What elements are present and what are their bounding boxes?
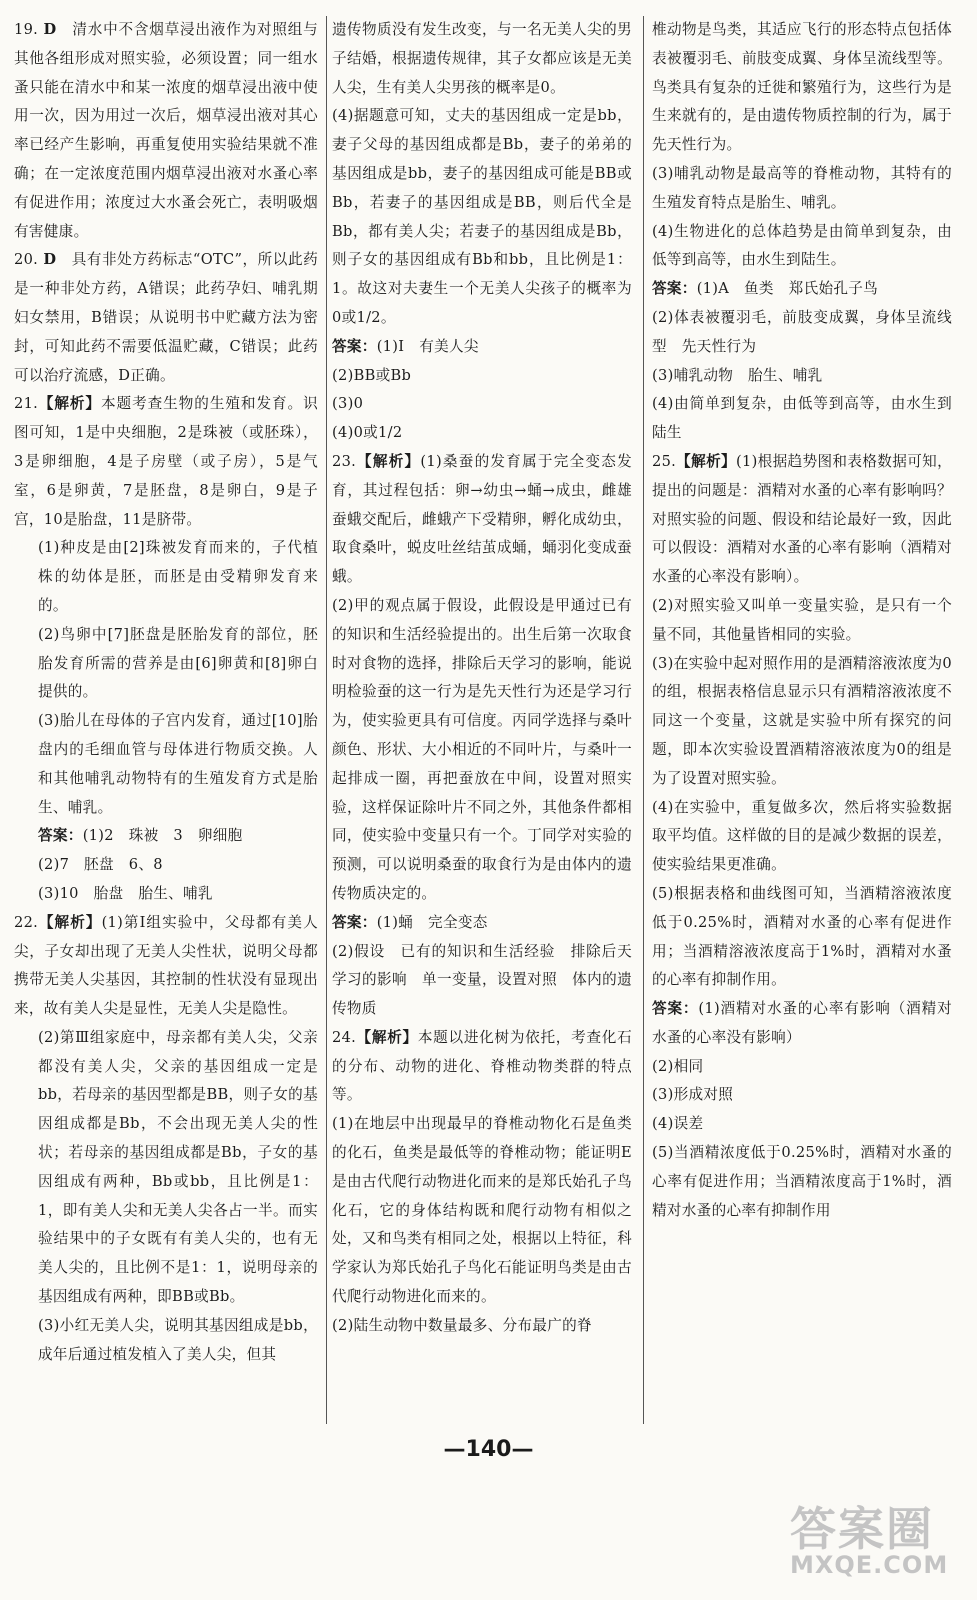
question-25 [652, 448, 952, 1226]
analysis-tag: 【解析】 [676, 452, 736, 470]
analysis-tag: 【解析】 [38, 913, 102, 931]
answer-letter: D [43, 251, 57, 269]
analysis-paragraph: (2)鸟卵中[7]胚盘是胚胎发育的部位，胚胎发育所需的营养是由[6]卵黄和[8]卵白提供的。 [38, 625, 318, 701]
answer-block [652, 995, 952, 1053]
answer-line: (2)7 胚盘 6、8 [38, 856, 163, 874]
question-number: 20. [14, 251, 39, 269]
question-number: 23. [332, 452, 357, 470]
watermark-sub: MXQE.COM [790, 1551, 949, 1579]
watermark-logo [780, 1493, 955, 1588]
answer-block [652, 275, 952, 304]
answer-label: 答案： [332, 337, 377, 355]
question-20 [14, 246, 318, 390]
question-number: 19. [14, 21, 39, 38]
analysis-paragraph: (2)甲的观点属于假设，此假设是甲通过已有的知识和生活经验提出的。出生后第一次取食时对食物的选择，排除后天学习的影响，能说明检验蚕的这一行为是先天性行为还是学习行为，使实验更具有可信度。丙同学选择与桑叶颜色、形状、大小相近的不同叶片，与桑叶一起排成一圈，再把蚕放在中间，设置对照实验，这样保证除叶片不同之外，其他条件都相同，使实验中变量只有一个。丁同学对实验的预测，可以说明桑蚕的取食行为是由体内的遗传物质决定的。 [332, 596, 632, 902]
column-3 [652, 16, 952, 1225]
analysis-paragraph: 椎动物是鸟类，其适应飞行的形态特点包括体表被覆羽毛、前肢变成翼、身体呈流线型等。鸟类具有复杂的迁徙和繁殖行为，这些行为是生来就有的，是由遗传物质控制的行为，属于先天性行为。 [652, 21, 952, 154]
answer-line: (1)酒精对水蚤的心率有影响（酒精对水蚤的心率没有影响） [652, 1000, 952, 1046]
analysis-paragraph: (2)第Ⅲ组家庭中，母亲都有美人尖，父亲都没有美人尖，父亲的基因组成一定是bb，若母亲的基因型都是BB，则子女的基因组成都是Bb，不会出现无美人尖的性状；若母亲的基因组成都是Bb，子女的基因组成有两种，Bb或bb，且比例是1：1，即有美人尖和无美人尖各占一半。而实验结果中的子女既有有美人尖的，也有无美人尖的，且比例不是1：1，说明母亲的基因组成有两种，即BB或Bb。 [38, 1028, 318, 1306]
answer-label: 答案： [332, 913, 377, 931]
analysis-tag: 【解析】 [356, 1028, 418, 1046]
answer-line: (3)形成对照 [652, 1086, 734, 1104]
answer-line: (3)0 [332, 395, 364, 413]
answer-line: (2)体表被覆羽毛，前肢变成翼，身体呈流线型 先天性行为 [652, 308, 952, 355]
analysis-intro: 本题以进化树为依托，考查化石的分布、动物的进化、脊椎动物类群的特点等。 [332, 1028, 633, 1104]
answer-label: 答案： [652, 1000, 699, 1018]
analysis-tag: 【解析】 [356, 452, 421, 470]
question-number: 25. [652, 452, 677, 470]
analysis-paragraph: (3)在实验中起对照作用的是酒精溶液浓度为0的组，根据表格信息显示只有酒精溶液浓度不同这一个变量，这就是实验中所有探究的问题，即本次实验设置酒精溶液浓度为0的组是为了设置对照实验。 [652, 654, 952, 787]
question-24 [332, 1024, 632, 1341]
column-divider-1 [326, 16, 327, 1424]
watermark-main: 答案圈 [790, 1502, 934, 1556]
answer-label: 答案： [652, 280, 697, 298]
question-number: 24. [332, 1028, 357, 1046]
question-22 [14, 909, 318, 1370]
question-number: 21. [14, 395, 39, 413]
answer-line: (1)2 珠被 3 卵细胞 [82, 827, 243, 845]
answer-line: (4)0或1/2 [332, 424, 403, 442]
analysis-paragraph: (4)生物进化的总体趋势是由简单到复杂，由低等到高等，由水生到陆生。 [652, 222, 952, 269]
analysis-paragraph: 遗传物质没有发生改变，与一名无美人尖的男子结婚，根据遗传规律，其子女都应该是无美人尖，生有美人尖男孩的概率是0。 [332, 21, 632, 96]
analysis-paragraph: (1)桑蚕的发育属于完全变态发育，其过程包括：卵→幼虫→蛹→成虫，雌雄蚕蛾交配后，雌蛾产下受精卵，孵化成幼虫，取食桑叶，蜕皮吐丝结茧成蛹，蛹羽化变成蚕蛾。 [332, 452, 632, 586]
answer-line: (4)误差 [652, 1115, 704, 1133]
analysis-paragraph: (4)在实验中，重复做多次，然后将实验数据取平均值。这样做的目的是减少数据的误差，使实验结果更准确。 [652, 798, 952, 874]
answer-line: (1)A 鱼类 郑氏始孔子鸟 [696, 280, 879, 298]
answer-block [14, 822, 318, 851]
page-number: —140— [443, 1437, 534, 1462]
analysis-paragraph: (2)对照实验又叫单一变量实验，是只有一个量不同，其他量皆相同的实验。 [652, 596, 952, 643]
answer-line: (5)当酒精浓度低于0.25%时，酒精对水蚤的心率有促进作用；当酒精浓度高于1%时，酒精对水蚤的心率有抑制作用 [652, 1144, 952, 1219]
answer-line: (3)10 胎盘 胎生、哺乳 [38, 884, 213, 902]
answer-line: (2)BB或Bb [332, 366, 412, 384]
question-19 [14, 16, 318, 246]
answer-letter: D [43, 21, 57, 38]
analysis-intro: 本题考查生物的生殖和发育。识图可知，1是中央细胞，2是珠被（或胚珠），3是卵细胞，4是子房壁（或子房），5是气室，6是卵黄，7是胚盘，8是卵白，9是子宫，10是胎盘，11是脐带。 [14, 395, 319, 528]
answer-line: (4)由简单到复杂，由低等到高等，由水生到陆生 [652, 395, 952, 442]
explanation-text: 清水中不含烟草浸出液作为对照组与其他各组形成对照实验，必须设置；同一组水蚤只能在清水中和某一浓度的烟草浸出液中使用一次，因为用过一次后，烟草浸出液对其心率已经产生影响，再重复使用实验结果就不准确；在一定浓度范围内烟草浸出液对水蚤心率有促进作用；浓度过大水蚤会死亡，表明吸烟有害健康。 [14, 21, 318, 240]
explanation-text: 具有非处方药标志“OTC”，所以此药是一种非处方药，A错误；此药孕妇、哺乳期妇女禁用，B错误；从说明书中贮藏方法为密封，可知此药不需要低温贮藏，C错误；此药可以治疗流感，D正确。 [14, 251, 318, 384]
answer-line: (3)哺乳动物 胎生、哺乳 [652, 366, 823, 384]
answer-label: 答案： [38, 827, 83, 845]
column-1 [14, 16, 318, 1369]
analysis-paragraph: (1)在地层中出现最早的脊椎动物化石是鱼类的化石，鱼类是最低等的脊椎动物；能证明E是由古代爬行动物进化而来的是郑氏始孔子鸟化石，它的身体结构既和爬行动物有相似之处，又和鸟类有相同之处，根据以上特征，科学家认为郑氏始孔子鸟化石能证明鸟类是由古代爬行动物进化而来的。 [332, 1115, 632, 1306]
analysis-paragraph: (1)第Ⅰ组实验中，父母都有美人尖，子女却出现了无美人尖性状，说明父母都携带无美人尖基因，其控制的性状没有显现出来，故有美人尖是显性，无美人尖是隐性。 [14, 913, 318, 1018]
analysis-tag: 【解析】 [38, 395, 101, 413]
analysis-paragraph: (5)根据表格和曲线图可知，当酒精溶液浓度低于0.25%时，酒精对水蚤的心率有促进作用；当酒精溶液浓度高于1%时，酒精对水蚤的心率有抑制作用。 [652, 884, 952, 989]
analysis-paragraph: (2)陆生动物中数量最多、分布最广的脊 [332, 1316, 592, 1334]
answer-block [332, 909, 632, 938]
answer-line: (2)假设 已有的知识和生活经验 排除后天学习的影响 单一变量，设置对照 体内的遗传物质 [332, 942, 632, 1018]
analysis-paragraph: (3)胎儿在母体的子宫内发育，通过[10]胎盘内的毛细血管与母体进行物质交换。人和其他哺乳动物特有的生殖发育方式是胎生、哺乳。 [38, 712, 318, 816]
analysis-paragraph: (3)小红无美人尖，说明其基因组成是bb，成年后通过植发植入了美人尖，但其 [38, 1316, 318, 1363]
analysis-paragraph: (3)哺乳动物是最高等的脊椎动物，其特有的生殖发育特点是胎生、哺乳。 [652, 164, 952, 211]
analysis-paragraph: (1)根据趋势图和表格数据可知，提出的问题是：酒精对水蚤的心率有影响吗？对照实验的问题、假设和结论最好一致，因此可以假设：酒精对水蚤的心率有影响（酒精对水蚤的心率没有影响）。 [652, 452, 952, 586]
column-2 [332, 16, 632, 1341]
question-number: 22. [14, 913, 39, 931]
analysis-paragraph: (1)种皮是由[2]珠被发育而来的，子代植株的幼体是胚，而胚是由受精卵发育来的。 [38, 539, 318, 614]
answer-line: (1)Ⅰ 有美人尖 [376, 337, 479, 355]
answer-line: (2)相同 [652, 1057, 704, 1075]
column-divider-2 [643, 16, 644, 1424]
answer-block [332, 333, 632, 362]
analysis-paragraph: (4)据题意可知，丈夫的基因组成一定是bb，妻子父母的基因组成都是Bb，妻子的弟弟的基因组成是bb，妻子的基因组成可能是BB或Bb，若妻子的基因组成是BB，则后代全是Bb，都有美人尖；若妻子的基因组成是Bb，则子女的基因组成有Bb和bb，且比例是1：1。故这对夫妻生一个无美人尖孩子的概率为0或1/2。 [332, 107, 632, 326]
question-23 [332, 448, 632, 1024]
answer-line: (1)蛹 完全变态 [376, 913, 488, 931]
question-21 [14, 390, 318, 908]
